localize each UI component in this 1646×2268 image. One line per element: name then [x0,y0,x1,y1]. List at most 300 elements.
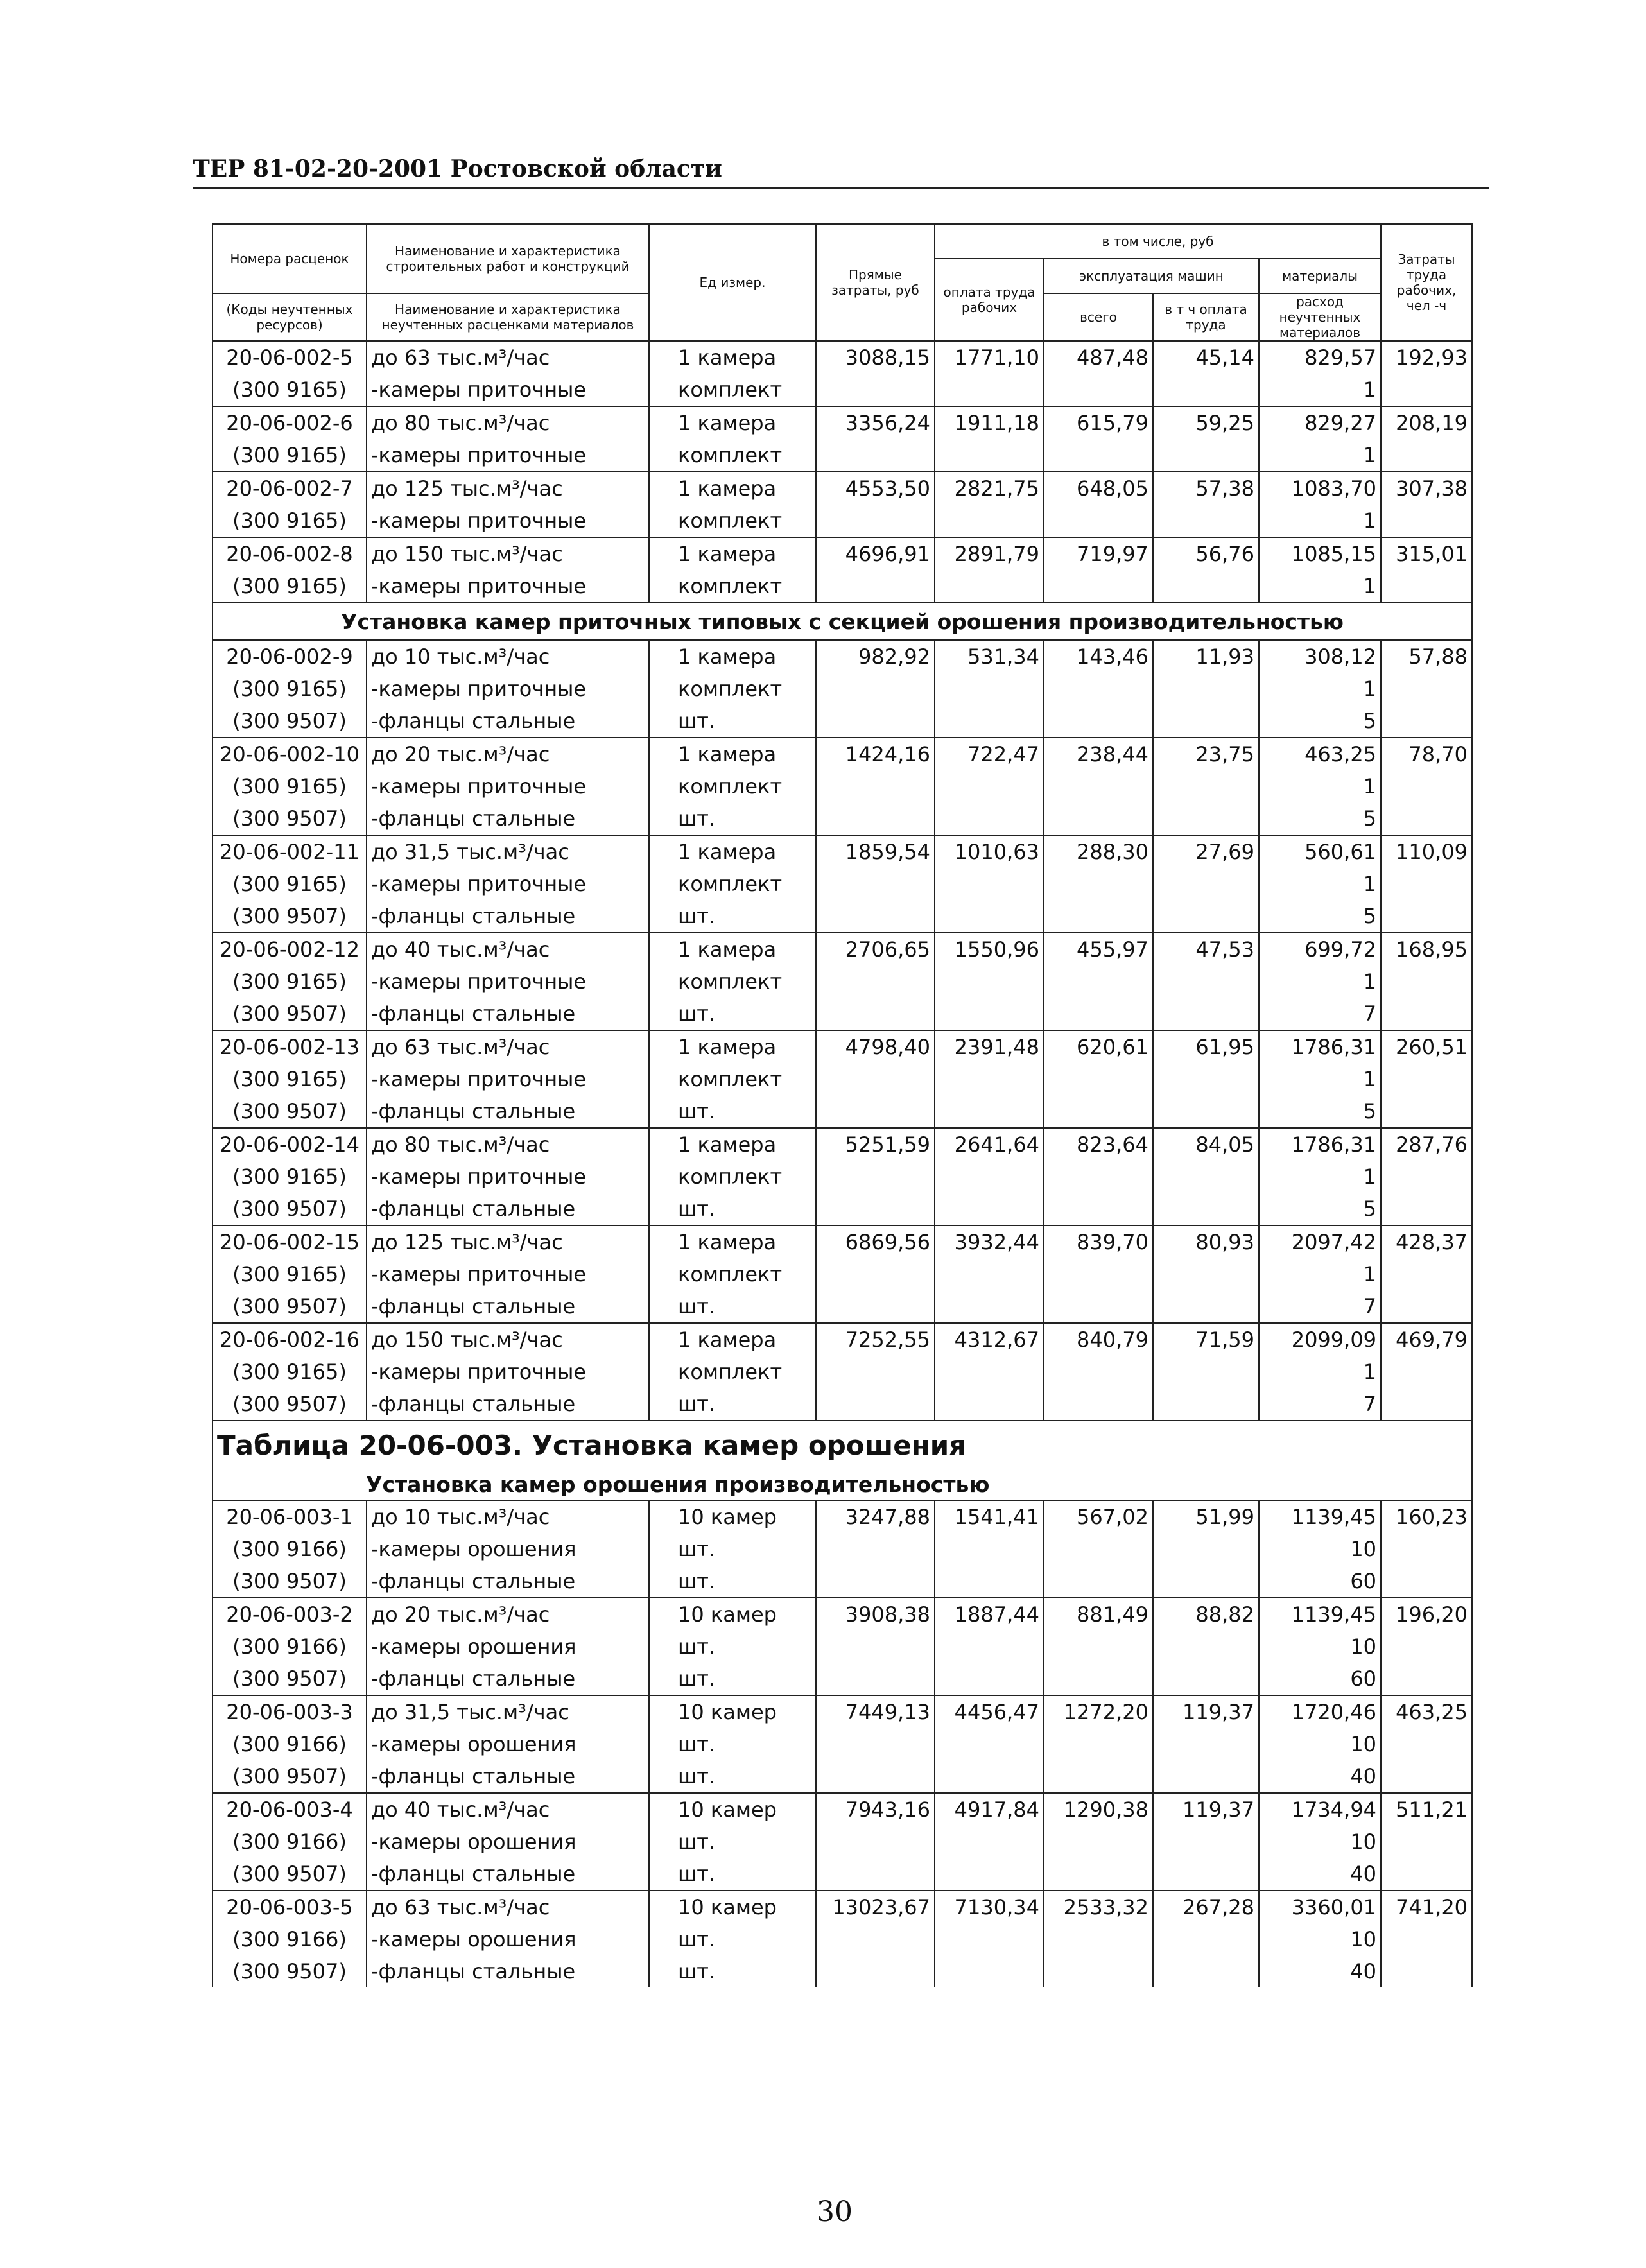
table-row [212,835,1472,868]
col-mlabor-header: в т ч оплата труда [1153,293,1259,341]
empty-cell [1044,998,1153,1030]
empty-cell [1381,1533,1472,1565]
material-unit: комплект [649,505,816,537]
empty-cell [816,1161,935,1193]
material-consumption: 60 [1259,1565,1381,1598]
empty-cell [1044,802,1153,835]
material-name: -камеры орошения [367,1728,649,1760]
rate-code: 20-06-002-6 [212,406,367,439]
empty-cell [1153,1356,1259,1388]
empty-cell [1153,1533,1259,1565]
empty-cell [1381,1258,1472,1290]
empty-cell [1153,1565,1259,1598]
empty-cell [1044,1290,1153,1323]
machines-total: 238,44 [1044,738,1153,770]
material-name: -камеры орошения [367,1533,649,1565]
empty-cell [1381,570,1472,603]
machines-labor: 47,53 [1153,933,1259,965]
empty-cell [1153,998,1259,1030]
empty-cell [935,1258,1044,1290]
material-row [212,1533,1472,1565]
empty-cell [1153,1858,1259,1891]
resource-code: (300 9165) [212,374,367,406]
material-consumption: 7 [1259,998,1381,1030]
empty-cell [1381,770,1472,802]
worker-hours: 463,25 [1381,1695,1472,1728]
material-name: -камеры приточные [367,439,649,472]
empty-cell [816,1258,935,1290]
worker-hours: 57,88 [1381,640,1472,673]
empty-cell [816,1388,935,1421]
empty-cell [935,505,1044,537]
material-consumption: 10 [1259,1826,1381,1858]
table-row [212,1891,1472,1923]
empty-cell [816,505,935,537]
work-name: до 125 тыс.м³/час [367,1225,649,1258]
empty-cell [1044,965,1153,998]
empty-cell [935,1826,1044,1858]
empty-cell [816,1923,935,1955]
direct-costs: 2706,65 [816,933,935,965]
empty-cell [1153,965,1259,998]
material-name: -камеры орошения [367,1826,649,1858]
empty-cell [1381,1095,1472,1128]
direct-costs: 3356,24 [816,406,935,439]
empty-cell [1153,1095,1259,1128]
unit: 1 камера [649,933,816,965]
materials: 1139,45 [1259,1500,1381,1533]
empty-cell [1153,1826,1259,1858]
rate-code: 20-06-003-2 [212,1598,367,1631]
material-consumption: 1 [1259,965,1381,998]
unit: 1 камера [649,1323,816,1356]
material-row [212,965,1472,998]
material-name: -камеры приточные [367,673,649,705]
empty-cell [935,900,1044,933]
rate-code: 20-06-002-12 [212,933,367,965]
empty-cell [935,1290,1044,1323]
machines-total: 1272,20 [1044,1695,1153,1728]
empty-cell [1381,505,1472,537]
empty-cell [1153,570,1259,603]
material-row [212,673,1472,705]
unit: 1 камера [649,537,816,570]
machines-total: 288,30 [1044,835,1153,868]
empty-cell [1381,705,1472,738]
empty-cell [816,802,935,835]
empty-cell [816,1095,935,1128]
empty-cell [816,1063,935,1095]
machines-total: 143,46 [1044,640,1153,673]
resource-code: (300 9507) [212,705,367,738]
rate-code: 20-06-002-5 [212,341,367,374]
material-row [212,1063,1472,1095]
empty-cell [935,1095,1044,1128]
material-unit: шт. [649,1095,816,1128]
worker-hours: 196,20 [1381,1598,1472,1631]
empty-cell [1044,1258,1153,1290]
material-row [212,1258,1472,1290]
material-row [212,868,1472,900]
work-name: до 10 тыс.м³/час [367,640,649,673]
material-unit: шт. [649,998,816,1030]
resource-code: (300 9166) [212,1923,367,1955]
empty-cell [1381,1826,1472,1858]
empty-cell [816,1858,935,1891]
material-unit: шт. [649,705,816,738]
machines-labor: 61,95 [1153,1030,1259,1063]
material-row [212,802,1472,835]
resource-code: (300 9165) [212,1258,367,1290]
table-row [212,640,1472,673]
col-workers-header: Затраты труда рабочих, чел -ч [1381,224,1472,341]
material-consumption: 1 [1259,1356,1381,1388]
rate-code: 20-06-002-7 [212,472,367,505]
material-name: -фланцы стальные [367,1290,649,1323]
materials: 829,57 [1259,341,1381,374]
col-code-sub-header: (Коды неучтенных ресурсов) [212,293,367,341]
work-name: до 63 тыс.м³/час [367,341,649,374]
material-row [212,1193,1472,1225]
resource-code: (300 9507) [212,1193,367,1225]
material-unit: комплект [649,374,816,406]
empty-cell [1381,673,1472,705]
direct-costs: 7252,55 [816,1323,935,1356]
machines-labor: 80,93 [1153,1225,1259,1258]
work-name: до 10 тыс.м³/час [367,1500,649,1533]
unit: 1 камера [649,1128,816,1161]
labor-pay: 4312,67 [935,1323,1044,1356]
material-name: -фланцы стальные [367,705,649,738]
resource-code: (300 9166) [212,1826,367,1858]
material-row [212,1728,1472,1760]
material-name: -фланцы стальные [367,998,649,1030]
empty-cell [1153,900,1259,933]
worker-hours: 160,23 [1381,1500,1472,1533]
empty-cell [935,1631,1044,1663]
labor-pay: 4917,84 [935,1793,1044,1826]
material-unit: комплект [649,1258,816,1290]
empty-cell [1381,1858,1472,1891]
empty-cell [1381,998,1472,1030]
resource-code: (300 9165) [212,965,367,998]
empty-cell [935,570,1044,603]
resource-code: (300 9507) [212,1955,367,1987]
material-consumption: 1 [1259,1063,1381,1095]
resource-code: (300 9165) [212,570,367,603]
material-unit: шт. [649,1923,816,1955]
material-name: -фланцы стальные [367,802,649,835]
material-unit: шт. [649,802,816,835]
table-row [212,341,1472,374]
resource-code: (300 9507) [212,1095,367,1128]
empty-cell [935,1760,1044,1793]
labor-pay: 2891,79 [935,537,1044,570]
machines-labor: 11,93 [1153,640,1259,673]
material-row [212,505,1472,537]
unit: 1 камера [649,835,816,868]
empty-cell [935,1193,1044,1225]
empty-cell [816,1193,935,1225]
empty-cell [1044,1063,1153,1095]
table-subtitle-row [212,1469,1472,1500]
materials: 1720,46 [1259,1695,1381,1728]
material-unit: шт. [649,1826,816,1858]
machines-labor: 88,82 [1153,1598,1259,1631]
material-name: -фланцы стальные [367,1760,649,1793]
empty-cell [816,1565,935,1598]
labor-pay: 531,34 [935,640,1044,673]
empty-cell [1044,1728,1153,1760]
machines-labor: 56,76 [1153,537,1259,570]
empty-cell [935,998,1044,1030]
table-title-row [212,1421,1472,1469]
empty-cell [1044,705,1153,738]
labor-pay: 1887,44 [935,1598,1044,1631]
empty-cell [1153,1631,1259,1663]
material-row [212,1631,1472,1663]
col-name-header: Наименование и характеристика строительных работ и конструкций [367,224,649,293]
empty-cell [1044,1533,1153,1565]
material-unit: комплект [649,570,816,603]
materials: 1734,94 [1259,1793,1381,1826]
material-consumption: 5 [1259,802,1381,835]
material-name: -фланцы стальные [367,1858,649,1891]
direct-costs: 1424,16 [816,738,935,770]
material-name: -фланцы стальные [367,1193,649,1225]
labor-pay: 2391,48 [935,1030,1044,1063]
material-name: -фланцы стальные [367,1955,649,1987]
empty-cell [816,1533,935,1565]
resource-code: (300 9507) [212,1290,367,1323]
labor-pay: 2641,64 [935,1128,1044,1161]
empty-cell [816,1663,935,1695]
empty-cell [1153,1193,1259,1225]
empty-cell [1044,439,1153,472]
empty-cell [1153,1923,1259,1955]
materials: 699,72 [1259,933,1381,965]
unit: 10 камер [649,1891,816,1923]
empty-cell [1381,1161,1472,1193]
empty-cell [816,1760,935,1793]
worker-hours: 469,79 [1381,1323,1472,1356]
resource-code: (300 9165) [212,673,367,705]
resource-code: (300 9507) [212,1760,367,1793]
table-row [212,1695,1472,1728]
worker-hours: 315,01 [1381,537,1472,570]
col-machines-header: эксплуатация машин [1044,259,1259,293]
worker-hours: 428,37 [1381,1225,1472,1258]
table-row [212,1500,1472,1533]
table-row [212,1598,1472,1631]
material-unit: комплект [649,439,816,472]
empty-cell [1381,1955,1472,1987]
empty-cell [1153,1955,1259,1987]
material-name: -камеры приточные [367,1161,649,1193]
material-consumption: 1 [1259,374,1381,406]
material-row [212,1663,1472,1695]
unit: 10 камер [649,1598,816,1631]
material-unit: комплект [649,868,816,900]
empty-cell [1044,1923,1153,1955]
empty-cell [1044,1193,1153,1225]
materials: 1786,31 [1259,1030,1381,1063]
material-row [212,1923,1472,1955]
empty-cell [816,900,935,933]
labor-pay: 1911,18 [935,406,1044,439]
empty-cell [1381,1388,1472,1421]
material-consumption: 7 [1259,1388,1381,1421]
machines-labor: 27,69 [1153,835,1259,868]
material-unit: шт. [649,1955,816,1987]
material-row [212,374,1472,406]
empty-cell [816,1728,935,1760]
empty-cell [935,1533,1044,1565]
material-row [212,439,1472,472]
empty-cell [1153,1663,1259,1695]
material-unit: шт. [649,1631,816,1663]
material-name: -камеры приточные [367,770,649,802]
direct-costs: 4798,40 [816,1030,935,1063]
rate-code: 20-06-002-8 [212,537,367,570]
material-row [212,1565,1472,1598]
worker-hours: 307,38 [1381,472,1472,505]
machines-labor: 119,37 [1153,1793,1259,1826]
material-consumption: 1 [1259,673,1381,705]
material-unit: шт. [649,1760,816,1793]
resource-code: (300 9166) [212,1728,367,1760]
empty-cell [1044,1663,1153,1695]
machines-labor: 119,37 [1153,1695,1259,1728]
unit: 1 камера [649,640,816,673]
rate-code: 20-06-003-1 [212,1500,367,1533]
page-number: 30 [817,2195,853,2228]
material-consumption: 5 [1259,705,1381,738]
material-consumption: 10 [1259,1923,1381,1955]
material-name: -камеры приточные [367,1356,649,1388]
empty-cell [1153,374,1259,406]
worker-hours: 110,09 [1381,835,1472,868]
table-row [212,738,1472,770]
direct-costs: 5251,59 [816,1128,935,1161]
labor-pay: 7130,34 [935,1891,1044,1923]
machines-total: 487,48 [1044,341,1153,374]
empty-cell [935,868,1044,900]
materials: 1786,31 [1259,1128,1381,1161]
material-row [212,1858,1472,1891]
col-incl-header: в том числе, руб [935,224,1381,259]
empty-cell [1153,705,1259,738]
empty-cell [935,1356,1044,1388]
machines-labor: 57,38 [1153,472,1259,505]
empty-cell [816,1290,935,1323]
empty-cell [816,1356,935,1388]
empty-cell [935,1388,1044,1421]
machines-total: 719,97 [1044,537,1153,570]
material-consumption: 7 [1259,1290,1381,1323]
page-header [193,143,1489,189]
material-name: -камеры приточные [367,505,649,537]
empty-cell [935,374,1044,406]
resource-code: (300 9165) [212,505,367,537]
machines-labor: 51,99 [1153,1500,1259,1533]
work-name: до 80 тыс.м³/час [367,406,649,439]
material-name: -камеры орошения [367,1923,649,1955]
col-name-sub-header: Наименование и характеристика неучтенных расценками материалов [367,293,649,341]
materials: 1085,15 [1259,537,1381,570]
direct-costs: 982,92 [816,640,935,673]
material-row [212,1290,1472,1323]
labor-pay: 2821,75 [935,472,1044,505]
resource-code: (300 9507) [212,802,367,835]
direct-costs: 7449,13 [816,1695,935,1728]
material-consumption: 10 [1259,1533,1381,1565]
empty-cell [1153,1063,1259,1095]
empty-cell [1044,1955,1153,1987]
empty-cell [1044,1858,1153,1891]
empty-cell [1153,505,1259,537]
material-unit: комплект [649,965,816,998]
machines-labor: 59,25 [1153,406,1259,439]
empty-cell [816,1826,935,1858]
empty-cell [1044,570,1153,603]
material-consumption: 40 [1259,1858,1381,1891]
table-row [212,1128,1472,1161]
materials: 308,12 [1259,640,1381,673]
material-consumption: 1 [1259,439,1381,472]
table-row [212,537,1472,570]
rate-code: 20-06-002-14 [212,1128,367,1161]
direct-costs: 4696,91 [816,537,935,570]
empty-cell [935,1161,1044,1193]
empty-cell [935,673,1044,705]
empty-cell [816,705,935,738]
labor-pay: 4456,47 [935,1695,1044,1728]
labor-pay: 722,47 [935,738,1044,770]
materials: 1083,70 [1259,472,1381,505]
empty-cell [1381,1290,1472,1323]
empty-cell [935,1728,1044,1760]
rate-code: 20-06-002-13 [212,1030,367,1063]
material-row [212,1356,1472,1388]
worker-hours: 192,93 [1381,341,1472,374]
work-name: до 150 тыс.м³/час [367,537,649,570]
rate-code: 20-06-003-3 [212,1695,367,1728]
table-row [212,933,1472,965]
empty-cell [1153,1388,1259,1421]
rate-code: 20-06-002-11 [212,835,367,868]
material-consumption: 60 [1259,1663,1381,1695]
work-name: до 63 тыс.м³/час [367,1030,649,1063]
material-name: -камеры приточные [367,570,649,603]
material-name: -камеры приточные [367,1063,649,1095]
empty-cell [1381,1760,1472,1793]
machines-total: 839,70 [1044,1225,1153,1258]
machines-total: 567,02 [1044,1500,1153,1533]
empty-cell [1381,1631,1472,1663]
empty-cell [1381,802,1472,835]
empty-cell [816,1631,935,1663]
col-direct-header: Прямые затраты, руб [816,224,935,341]
unit: 1 камера [649,472,816,505]
rates-table [212,223,1473,1987]
work-name: до 40 тыс.м³/час [367,1793,649,1826]
material-name: -фланцы стальные [367,1663,649,1695]
material-row [212,900,1472,933]
machines-labor: 45,14 [1153,341,1259,374]
empty-cell [816,868,935,900]
table-title: Таблица 20-06-003. Установка камер орошения [212,1421,1472,1469]
